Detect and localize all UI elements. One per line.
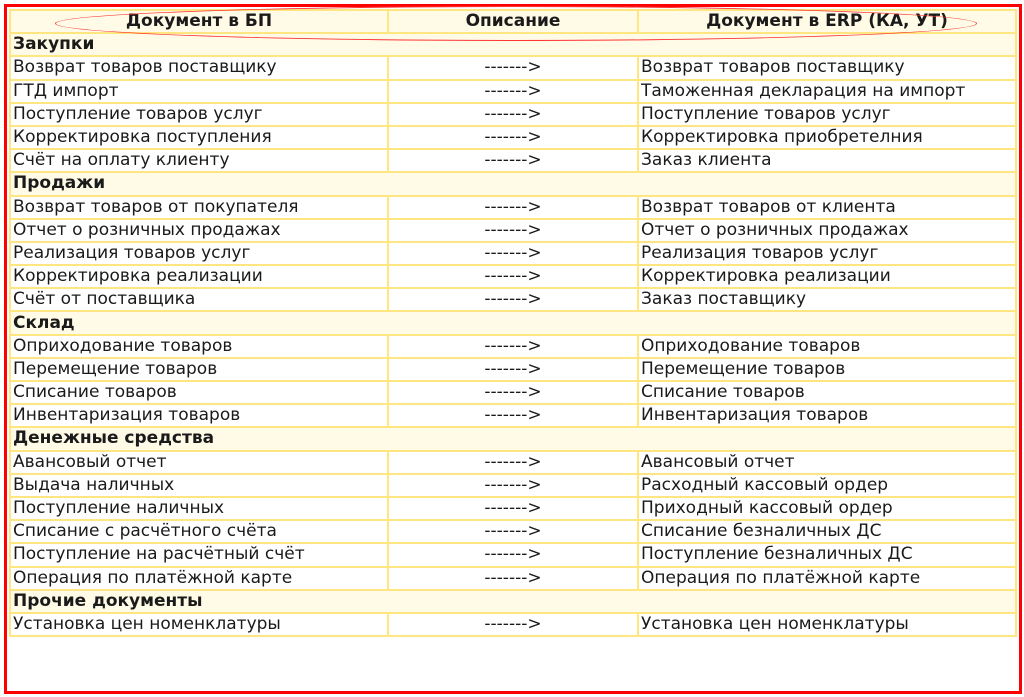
mapping-arrow: -------> (388, 358, 638, 381)
mapping-arrow: -------> (388, 288, 638, 311)
mapping-arrow: -------> (388, 242, 638, 265)
header-erp-document: Документ в ERP (КА, УТ) (638, 10, 1016, 33)
table-row (10, 80, 1016, 103)
mapping-arrow: -------> (388, 196, 638, 219)
document-mapping-table (9, 9, 1017, 637)
header-description: Описание (388, 10, 638, 33)
table-row (10, 381, 1016, 404)
mapping-arrow: -------> (388, 56, 638, 79)
bp-document: Поступление на расчётный счёт (10, 543, 388, 566)
table-row (10, 242, 1016, 265)
bp-document: Списание товаров (10, 381, 388, 404)
bp-document: Списание с расчётного счёта (10, 520, 388, 543)
table-row (10, 404, 1016, 427)
bp-document: Возврат товаров поставщику (10, 56, 388, 79)
erp-document: Возврат товаров от клиента (638, 196, 1016, 219)
section-title: Денежные средства (10, 427, 1016, 450)
section-row (10, 311, 1016, 334)
table-row (10, 543, 1016, 566)
section-title: Прочие документы (10, 590, 1016, 613)
bp-document: Счёт на оплату клиенту (10, 149, 388, 172)
mapping-arrow: -------> (388, 80, 638, 103)
table-row (10, 265, 1016, 288)
mapping-arrow: -------> (388, 103, 638, 126)
mapping-arrow: -------> (388, 381, 638, 404)
erp-document: Авансовый отчет (638, 451, 1016, 474)
bp-document: Авансовый отчет (10, 451, 388, 474)
table-row (10, 567, 1016, 590)
bp-document: Выдача наличных (10, 474, 388, 497)
section-title: Продажи (10, 172, 1016, 195)
mapping-arrow: -------> (388, 567, 638, 590)
table-row (10, 196, 1016, 219)
table-row (10, 219, 1016, 242)
bp-document: Возврат товаров от покупателя (10, 196, 388, 219)
table-row (10, 288, 1016, 311)
mapping-arrow: -------> (388, 613, 638, 636)
erp-document: Поступление товаров услуг (638, 103, 1016, 126)
mapping-arrow: -------> (388, 219, 638, 242)
bp-document: Корректировка поступления (10, 126, 388, 149)
bp-document: Корректировка реализации (10, 265, 388, 288)
section-title: Закупки (10, 33, 1016, 56)
mapping-arrow: -------> (388, 126, 638, 149)
mapping-arrow: -------> (388, 149, 638, 172)
erp-document: Корректировка приобретелния (638, 126, 1016, 149)
bp-document: Реализация товаров услуг (10, 242, 388, 265)
erp-document: Заказ поставщику (638, 288, 1016, 311)
section-title: Склад (10, 311, 1016, 334)
mapping-arrow: -------> (388, 451, 638, 474)
erp-document: Реализация товаров услуг (638, 242, 1016, 265)
table-row (10, 149, 1016, 172)
header-row (10, 10, 1016, 33)
bp-document: Отчет о розничных продажах (10, 219, 388, 242)
erp-document: Списание товаров (638, 381, 1016, 404)
mapping-arrow: -------> (388, 543, 638, 566)
mapping-arrow: -------> (388, 265, 638, 288)
bp-document: Установка цен номенклатуры (10, 613, 388, 636)
table-row (10, 126, 1016, 149)
erp-document: Возврат товаров поставщику (638, 56, 1016, 79)
table-row (10, 520, 1016, 543)
bp-document: Инвентаризация товаров (10, 404, 388, 427)
section-row (10, 590, 1016, 613)
erp-document: Отчет о розничных продажах (638, 219, 1016, 242)
table-row (10, 474, 1016, 497)
erp-document: Перемещение товаров (638, 358, 1016, 381)
erp-document: Таможенная декларация на импорт (638, 80, 1016, 103)
erp-document: Корректировка реализации (638, 265, 1016, 288)
bp-document: Операция по платёжной карте (10, 567, 388, 590)
bp-document: Поступление наличных (10, 497, 388, 520)
erp-document: Операция по платёжной карте (638, 567, 1016, 590)
bp-document: ГТД импорт (10, 80, 388, 103)
mapping-arrow: -------> (388, 474, 638, 497)
mapping-arrow: -------> (388, 404, 638, 427)
table-row (10, 613, 1016, 636)
erp-document: Приходный кассовый ордер (638, 497, 1016, 520)
table-row (10, 451, 1016, 474)
section-row (10, 172, 1016, 195)
erp-document: Установка цен номенклатуры (638, 613, 1016, 636)
mapping-arrow: -------> (388, 497, 638, 520)
table-row (10, 335, 1016, 358)
section-row (10, 427, 1016, 450)
bp-document: Счёт от поставщика (10, 288, 388, 311)
erp-document: Расходный кассовый ордер (638, 474, 1016, 497)
table-row (10, 358, 1016, 381)
erp-document: Оприходование товаров (638, 335, 1016, 358)
mapping-arrow: -------> (388, 520, 638, 543)
bp-document: Оприходование товаров (10, 335, 388, 358)
table-row (10, 497, 1016, 520)
erp-document: Списание безналичных ДС (638, 520, 1016, 543)
mapping-arrow: -------> (388, 335, 638, 358)
erp-document: Инвентаризация товаров (638, 404, 1016, 427)
bp-document: Поступление товаров услуг (10, 103, 388, 126)
header-bp-document: Документ в БП (10, 10, 388, 33)
bp-document: Перемещение товаров (10, 358, 388, 381)
section-row (10, 33, 1016, 56)
erp-document: Поступление безналичных ДС (638, 543, 1016, 566)
table-row (10, 56, 1016, 79)
erp-document: Заказ клиента (638, 149, 1016, 172)
table-row (10, 103, 1016, 126)
